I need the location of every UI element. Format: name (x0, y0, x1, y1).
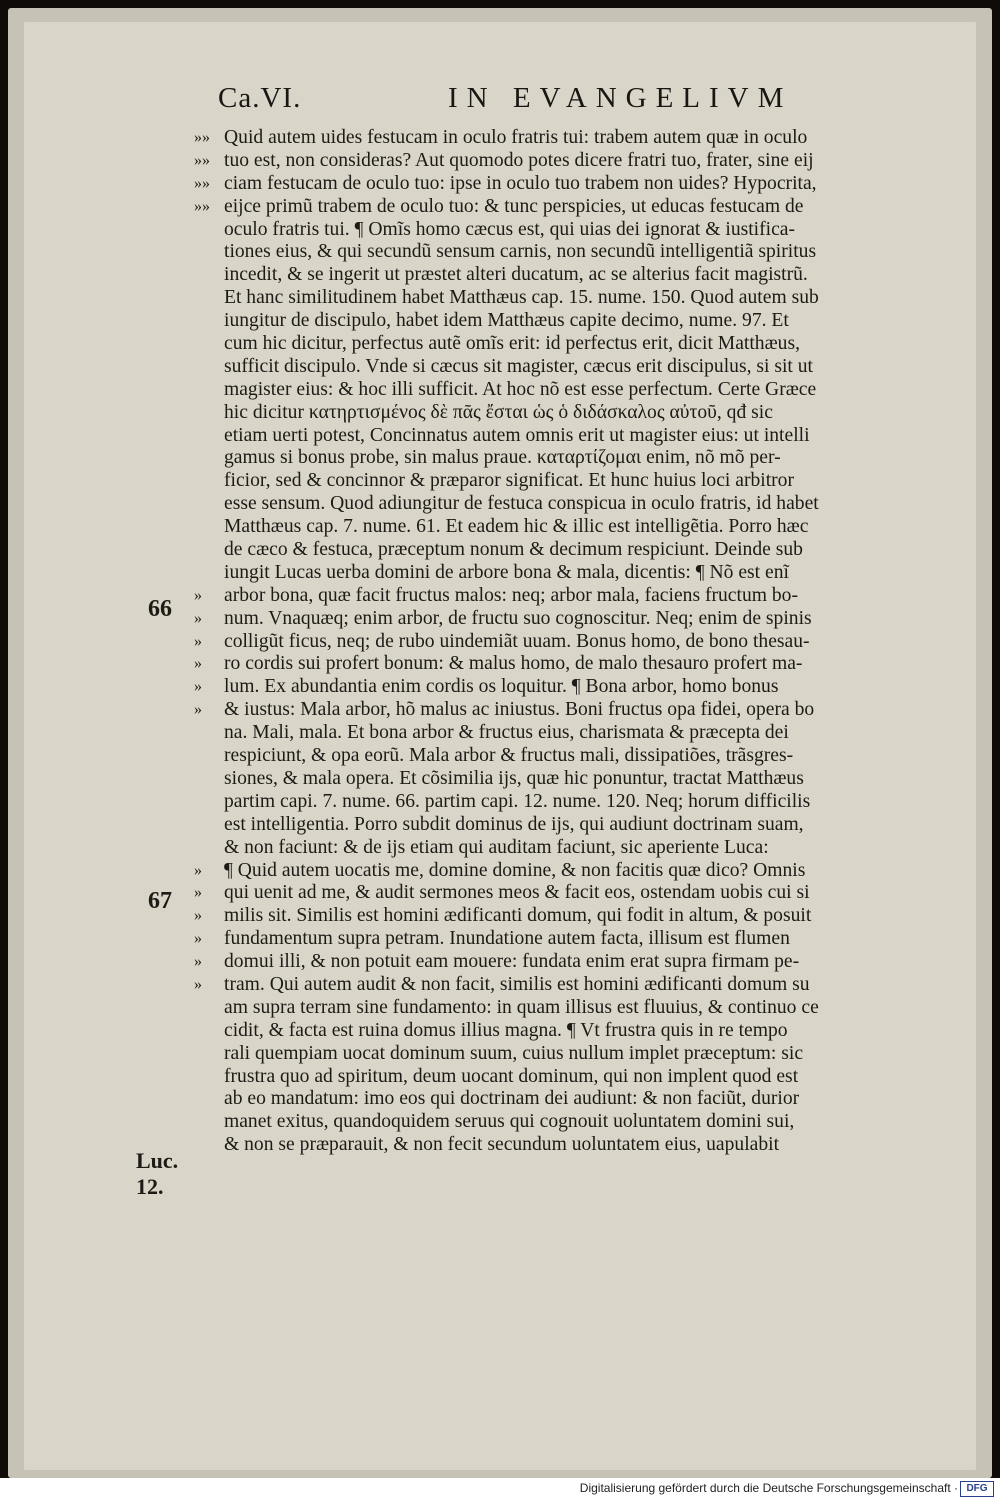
text-line: siones, & mala opera. Et cõsimilia ijs, quæ hic ponuntur, tractat Matthæus (224, 767, 804, 789)
quote-mark: » (194, 953, 202, 971)
text-line: magister eius: & hoc illi sufficit. At hoc nõ est esse perfectum. Certe Græce (224, 378, 817, 400)
text-line: & iustus: Mala arbor, hõ malus ac iniustus. Boni fructus opa fidei, opera bo (224, 699, 815, 721)
quote-mark (194, 447, 220, 470)
text-line: est intelligentia. Porro subdit dominus de ijs, qui audiunt doctrinam suam, (224, 813, 804, 835)
quote-mark: »» (194, 174, 210, 192)
text-line: colligũt ficus, neq; de rubo uindemiãt uuam. Bonus homo, de bono thesau- (224, 630, 810, 652)
text-line: num. Vnaquæq; enim arbor, de fructu suo cognoscitur. Neq; enim de spinis (224, 607, 812, 629)
text-line: & non faciunt: & de ijs etiam qui auditam faciunt, sic aperiente Luca: (224, 836, 769, 858)
text-line: na. Mali, mala. Et bona arbor & fructus eius, charismata & præcepta dei (224, 722, 789, 744)
quote-mark (194, 745, 220, 768)
chapter-heading: Ca.VI. (218, 82, 302, 114)
text-line: esse sensum. Quod adiungitur de festuca conspicua in oculo fratris, id habet (224, 493, 819, 515)
text-line: fundamentum supra petram. Inundatione autem facta, illisum est flumen (224, 928, 790, 950)
quotation-marks-column (194, 127, 220, 1157)
text-line: incedit, & se ingerit ut præstet alteri ducatum, ac se alterius facit magistrũ. (224, 264, 808, 286)
quote-mark (194, 310, 220, 333)
quote-mark (194, 402, 220, 425)
text-line: ¶ Quid autem uocatis me, domine domine, & non facitis quæ dico? Omnis (224, 859, 806, 881)
quote-mark (194, 1111, 220, 1134)
text-line: tuo est, non consideras? Aut quomodo potes dicere fratri tuo, frater, sine eij (224, 149, 814, 171)
quote-mark (194, 539, 220, 562)
text-line: ciam festucam de oculo tuo: ipse in oculo tuo trabem non uides? Hypocrita, (224, 172, 817, 194)
text-line: am supra terram sine fundamento: in quam illisus est fluuius, & continuo ce (224, 996, 819, 1018)
quote-mark (194, 425, 220, 448)
text-line: cum hic dicitur, perfectus autẽ omĩs erit: id perfectus erit, dicit Matthæus, (224, 333, 800, 355)
quote-mark (194, 1088, 220, 1111)
quote-mark (194, 997, 220, 1020)
text-line: tiones eius, & qui secundũ sensum carnis, non secundũ intelligentiã spiritus (224, 241, 817, 263)
text-line: Quid autem uides festucam in oculo fratris tui: trabem autem quæ in oculo (224, 127, 808, 148)
text-line: hic dicitur κατηρτισμένος δὲ πᾶς ἔσται ὡς ὁ διδάσκαλος αὐτοῦ, qđ sic (224, 401, 773, 423)
quote-mark (194, 241, 220, 264)
text-line: domui illi, & non potuit eam mouere: fundata enim erat supra firmam pe- (224, 951, 800, 973)
quote-mark (194, 814, 220, 837)
quote-mark (194, 837, 220, 860)
quote-mark: » (194, 975, 202, 993)
text-line: eijce primũ trabem de oculo tuo: & tunc perspicies, ut educas festucam de (224, 195, 804, 217)
quote-mark (194, 768, 220, 791)
text-line: Et hanc similitudinem habet Matthæus cap. 15. nume. 150. Quod autem sub (224, 287, 819, 309)
text-line: respiciunt, & opa eorũ. Mala arbor & fructus mali, dissipatiões, trãsgres- (224, 745, 794, 767)
quote-mark: » (194, 655, 202, 673)
text-line: de cæco & festuca, præceptum nonum & decimum respiciunt. Deinde sub (224, 539, 803, 561)
text-line: sufficit discipulo. Vnde si cæcus sit magister, cæcus erit discipulus, si sit ut (224, 355, 813, 377)
quote-mark (194, 1020, 220, 1043)
text-line: gamus si bonus probe, sin malus praue. καταρτίζομαι enim, nõ mõ per- (224, 447, 781, 469)
quote-mark (194, 562, 220, 585)
text-line: ab eo mandatum: imo eos qui doctrinam dei audiunt: & non faciũt, durior (224, 1088, 800, 1110)
text-line: frustra quo ad spiritum, deum uocant dominum, qui non implent quod est (224, 1065, 799, 1087)
quote-mark: »» (194, 151, 210, 169)
text-line: etiam uerti potest, Concinnatus autem omnis erit ut magister eius: ut intelli (224, 424, 810, 446)
running-header (8, 82, 992, 122)
quote-mark: » (194, 930, 202, 948)
quote-mark (194, 791, 220, 814)
quote-mark (194, 264, 220, 287)
body-text (224, 127, 960, 1157)
text-line: milis sit. Similis est homini ædificanti domum, qui fodit in altum, & posuit (224, 905, 812, 927)
quote-mark: » (194, 609, 202, 627)
text-line: iungit Lucas uerba domini de arbore bona & mala, dicentis: ¶ Nõ est enĩ (224, 561, 789, 583)
text-line: rali quempiam uocat dominum suum, cuius nullum implet præceptum: sic (224, 1042, 804, 1064)
quote-mark (194, 379, 220, 402)
text-line: cidit, & facta est ruina domus illius magna. ¶ Vt frustra quis in re tempo (224, 1019, 788, 1041)
quote-mark (194, 516, 220, 539)
quote-mark: » (194, 632, 202, 650)
quote-mark: » (194, 678, 202, 696)
quote-mark: »» (194, 197, 210, 215)
text-line: qui uenit ad me, & audit sermones meos & facit eos, ostendam uobis cui si (224, 882, 810, 904)
text-line: ro cordis sui profert bonum: & malus homo, de malo thesauro profert ma- (224, 653, 803, 675)
quote-mark (194, 470, 220, 493)
quote-mark: » (194, 861, 202, 879)
book-page (8, 8, 992, 1478)
quote-mark: »» (194, 129, 210, 146)
quote-mark (194, 287, 220, 310)
quote-mark (194, 1134, 220, 1157)
dfg-logo: DFG (960, 1481, 994, 1497)
text-line: partim capi. 7. nume. 66. partim capi. 12. nume. 120. Neq; horum difficilis (224, 790, 811, 812)
text-line: ficior, sed & concinnor & præparor significat. Et hunc huius loci arbitror (224, 470, 795, 492)
funding-notice: Digitalisierung gefördert durch die Deutsche Forschungsgemeinschaft · (579, 1481, 958, 1495)
text-line: arbor bona, quæ facit fructus malos: neq; arbor mala, faciens fructum bo- (224, 584, 799, 606)
text-line: oculo fratris tui. ¶ Omĩs homo cæcus est, qui uias dei ignorat & iustifica- (224, 218, 796, 240)
quote-mark: » (194, 907, 202, 925)
margin-note-luc-chapter: 12. (136, 1174, 164, 1199)
quote-mark (194, 333, 220, 356)
text-line: manet exitus, quandoquidem seruus qui cognouit uoluntatem domini sui, (224, 1111, 795, 1133)
text-line: tram. Qui autem audit & non facit, similis est homini ædificanti domum su (224, 973, 810, 995)
text-line: iungitur de discipulo, habet idem Matthæus capite decimo, nume. 97. Et (224, 310, 789, 332)
quote-mark (194, 219, 220, 242)
quote-mark (194, 493, 220, 516)
text-line: & non se præparauit, & non fecit secundum uoluntatem eius, uapulabit (224, 1134, 780, 1156)
footer-bar (0, 1478, 1000, 1499)
quote-mark (194, 1043, 220, 1066)
quote-mark: » (194, 586, 202, 604)
quote-mark (194, 1066, 220, 1089)
quote-mark: » (194, 884, 202, 902)
text-line: Matthæus cap. 7. nume. 61. Et eadem hic & illic est intelligẽtia. Porro hæc (224, 516, 809, 538)
text-line: lum. Ex abundantia enim cordis os loquitur. ¶ Bona arbor, homo bonus (224, 676, 779, 698)
quote-mark (194, 722, 220, 745)
margin-note-luc: Luc. (136, 1148, 179, 1173)
quote-mark: » (194, 701, 202, 719)
margin-note-67: 67 (148, 888, 172, 914)
margin-note-66: 66 (148, 596, 172, 622)
running-title: IN EVANGELIVM (448, 82, 793, 114)
quote-mark (194, 356, 220, 379)
